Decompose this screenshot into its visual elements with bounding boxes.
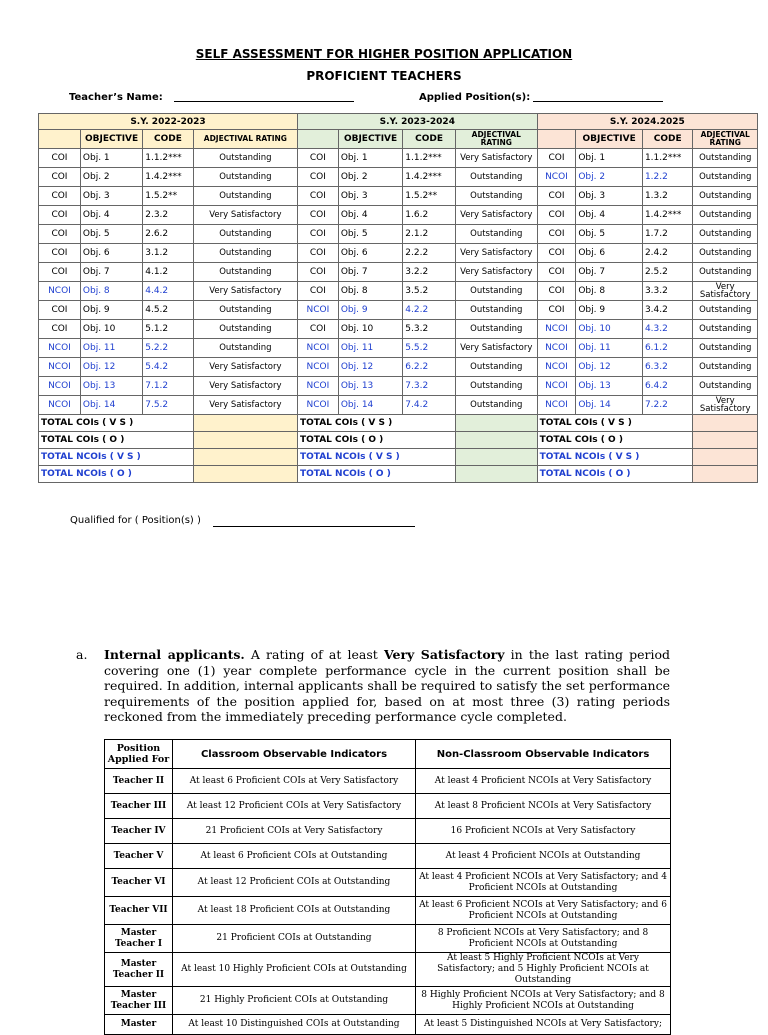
total-label: TOTAL COIs ( O ) [39,432,194,449]
rating-cell: Outstanding [455,358,537,377]
table-row [39,149,758,168]
year-header-row [39,114,758,130]
rating-header: ADJECTIVAL RATING [193,130,297,149]
school-year-header: S.Y. 2022-2023 [39,114,298,130]
objective-cell: Obj. 10 [576,320,643,339]
code-cell: 1.1.2*** [403,149,456,168]
rating-cell: Outstanding [193,244,297,263]
table-row [39,282,758,301]
rating-cell: Outstanding [693,225,758,244]
indicator-type: COI [297,320,338,339]
rating-cell: Outstanding [693,339,758,358]
objective-cell: Obj. 2 [576,168,643,187]
total-label: TOTAL NCOIs ( V S ) [39,449,194,466]
objective-cell: Obj. 11 [338,339,402,358]
rating-cell: Outstanding [193,187,297,206]
indicator-type: NCOI [537,339,576,358]
code-header: CODE [403,130,456,149]
indicator-type: COI [537,206,576,225]
indicator-type: NCOI [39,282,81,301]
rating-cell: Outstanding [455,168,537,187]
code-cell: 2.4.2 [642,244,693,263]
total-label: TOTAL NCOIs ( O ) [297,466,455,483]
total-value-field[interactable] [193,432,297,449]
coi-requirement: 21 Proficient COIs at Very Satisfactory [173,819,416,844]
teacher-name-field[interactable] [174,92,354,102]
position-cell: Teacher V [105,844,173,869]
table-row [39,301,758,320]
position-cell: Teacher III [105,794,173,819]
indicator-type: NCOI [537,396,576,415]
objective-cell: Obj. 14 [576,396,643,415]
rating-cell: Outstanding [693,168,758,187]
rating-cell: Very Satisfactory [693,396,758,415]
coi-header: Classroom Observable Indicators [173,740,416,769]
total-label: TOTAL COIs ( O ) [537,432,693,449]
objective-cell: Obj. 5 [576,225,643,244]
school-year-header: S.Y. 2023-2024 [297,114,537,130]
position-cell: Master Teacher II [105,953,173,987]
objective-cell: Obj. 13 [576,377,643,396]
objective-cell: Obj. 12 [576,358,643,377]
rating-cell: Outstanding [693,301,758,320]
coi-requirement: At least 12 Proficient COIs at Very Satisfactory [173,794,416,819]
table-row [105,953,671,987]
total-value-field[interactable] [693,449,758,466]
rating-cell: Outstanding [693,377,758,396]
code-cell: 6.3.2 [642,358,693,377]
paragraph-text-2: in the last rating period covering one (1) year complete performance cycle in the current position shall be required. In addition, internal applicants shall be required to satisfy the set performance requirements of the position applied for, based on at most three (3) rating periods reckoned from the immediately preceding performance cycle completed. [104,647,670,725]
objective-cell: Obj. 3 [338,187,402,206]
code-cell: 3.4.2 [642,301,693,320]
code-cell: 5.5.2 [403,339,456,358]
indicator-type: COI [537,187,576,206]
objective-header: OBJECTIVE [338,130,402,149]
ncoi-requirement: At least 5 Highly Proficient NCOIs at Very Satisfactory; and 5 Highly Proficient NCOIs at Outstanding [416,953,671,987]
totals-row [39,415,758,432]
objective-cell: Obj. 12 [80,358,142,377]
coi-requirement: At least 10 Distinguished COIs at Outstanding [173,1015,416,1035]
code-cell: 7.1.2 [143,377,194,396]
total-value-field[interactable] [455,432,537,449]
list-marker: a. [76,647,88,662]
objective-cell: Obj. 4 [338,206,402,225]
indicator-type: NCOI [39,339,81,358]
code-cell: 1.5.2** [143,187,194,206]
self-assessment-table [38,113,758,483]
ncoi-header: Non-Classroom Observable Indicators [416,740,671,769]
code-cell: 1.3.2 [642,187,693,206]
objective-cell: Obj. 6 [576,244,643,263]
total-value-field[interactable] [193,466,297,483]
indicator-type: NCOI [537,358,576,377]
indicator-type: COI [537,301,576,320]
coi-requirement: At least 12 Proficient COIs at Outstanding [173,869,416,897]
totals-row [39,466,758,483]
code-cell: 1.6.2 [403,206,456,225]
position-cell: Teacher VI [105,869,173,897]
code-cell: 1.4.2*** [143,168,194,187]
rating-cell: Very Satisfactory [455,339,537,358]
indicator-type: NCOI [39,377,81,396]
code-cell: 4.2.2 [403,301,456,320]
objective-cell: Obj. 10 [80,320,142,339]
indicator-type: NCOI [297,339,338,358]
position-cell: Master Teacher I [105,925,173,953]
rating-cell: Very Satisfactory [455,149,537,168]
rating-cell: Very Satisfactory [193,282,297,301]
objective-cell: Obj. 7 [80,263,142,282]
objective-cell: Obj. 2 [338,168,402,187]
code-header: CODE [642,130,693,149]
indicator-type: NCOI [297,301,338,320]
table-row [105,819,671,844]
code-cell: 1.4.2*** [642,206,693,225]
coi-requirement: At least 10 Highly Proficient COIs at Outstanding [173,953,416,987]
code-cell: 2.2.2 [403,244,456,263]
ncoi-requirement: 8 Proficient NCOIs at Very Satisfactory; and 8 Proficient NCOIs at Outstanding [416,925,671,953]
objective-cell: Obj. 9 [576,301,643,320]
code-cell: 6.4.2 [642,377,693,396]
rating-header: ADJECTIVAL RATING [693,130,758,149]
page-title: SELF ASSESSMENT FOR HIGHER POSITION APPLICATION [195,47,573,61]
internal-applicants-paragraph [104,647,670,725]
rating-cell: Outstanding [193,320,297,339]
table-row [39,225,758,244]
indicator-type: COI [39,263,81,282]
rating-cell: Outstanding [693,263,758,282]
code-cell: 3.3.2 [642,282,693,301]
total-value-field[interactable] [193,415,297,432]
indicator-type: NCOI [537,320,576,339]
indicator-type: COI [297,225,338,244]
rating-cell: Outstanding [693,149,758,168]
rating-cell: Outstanding [693,206,758,225]
code-cell: 1.7.2 [642,225,693,244]
objective-cell: Obj. 7 [338,263,402,282]
rating-cell: Outstanding [455,396,537,415]
objective-cell: Obj. 2 [80,168,142,187]
code-cell: 7.3.2 [403,377,456,396]
indicator-type: COI [297,206,338,225]
objective-cell: Obj. 1 [576,149,643,168]
table-row [105,869,671,897]
code-cell: 1.1.2*** [642,149,693,168]
rating-cell: Outstanding [455,301,537,320]
indicator-type: COI [39,320,81,339]
ncoi-requirement: At least 4 Proficient NCOIs at Very Satisfactory [416,769,671,794]
rating-header: ADJECTIVAL RATING [455,130,537,149]
total-value-field[interactable] [455,449,537,466]
rating-cell: Outstanding [455,225,537,244]
code-cell: 6.2.2 [403,358,456,377]
table-row [39,320,758,339]
indicator-type: NCOI [537,168,576,187]
code-cell: 1.1.2*** [143,149,194,168]
paragraph-lead: Internal applicants. [104,647,245,662]
indicator-type: COI [537,225,576,244]
objective-cell: Obj. 8 [576,282,643,301]
indicator-type: COI [297,244,338,263]
objective-cell: Obj. 1 [338,149,402,168]
ncoi-requirement: At least 4 Proficient NCOIs at Outstanding [416,844,671,869]
column-header-row [39,130,758,149]
ncoi-requirement: 16 Proficient NCOIs at Very Satisfactory [416,819,671,844]
position-cell: Teacher VII [105,897,173,925]
code-cell: 1.2.2 [642,168,693,187]
teacher-name-label: Teacher’s Name: [69,92,163,103]
rating-cell: Outstanding [455,377,537,396]
indicator-type-header [39,130,81,149]
position-cell: Teacher II [105,769,173,794]
total-value-field[interactable] [693,432,758,449]
indicator-type: COI [39,187,81,206]
total-value-field[interactable] [693,415,758,432]
rating-cell: Outstanding [693,244,758,263]
rating-cell: Outstanding [193,263,297,282]
rating-cell: Outstanding [193,225,297,244]
indicator-type: COI [39,168,81,187]
rating-cell: Outstanding [455,187,537,206]
code-cell: 7.4.2 [403,396,456,415]
school-year-header: S.Y. 2024.2025 [537,114,757,130]
objective-cell: Obj. 5 [80,225,142,244]
qualified-for-field[interactable] [213,515,415,527]
totals-row [39,449,758,466]
total-value-field[interactable] [455,466,537,483]
objective-header: OBJECTIVE [576,130,643,149]
code-cell: 3.1.2 [143,244,194,263]
objective-cell: Obj. 10 [338,320,402,339]
indicator-type: NCOI [297,358,338,377]
requirements-table [104,739,671,1035]
indicator-type: COI [39,301,81,320]
table-row [105,794,671,819]
indicator-type: COI [297,187,338,206]
ncoi-requirement: At least 5 Distinguished NCOIs at Very Satisfactory; [416,1015,671,1035]
table-row [105,769,671,794]
qualified-for-label: Qualified for ( Position(s) ) [70,515,201,526]
code-cell: 7.5.2 [143,396,194,415]
objective-cell: Obj. 9 [80,301,142,320]
rating-cell: Outstanding [193,149,297,168]
objective-cell: Obj. 12 [338,358,402,377]
code-cell: 4.5.2 [143,301,194,320]
code-cell: 5.1.2 [143,320,194,339]
total-value-field[interactable] [193,449,297,466]
rating-cell: Outstanding [193,168,297,187]
indicator-type: COI [39,149,81,168]
indicator-type: NCOI [297,396,338,415]
table-row [39,358,758,377]
table-row [39,168,758,187]
total-label: TOTAL COIs ( V S ) [297,415,455,432]
position-header: Position Applied For [105,740,173,769]
total-label: TOTAL NCOIs ( V S ) [537,449,693,466]
position-cell: Teacher IV [105,819,173,844]
indicator-type: COI [39,244,81,263]
objective-cell: Obj. 11 [80,339,142,358]
rating-cell: Outstanding [693,358,758,377]
code-cell: 5.4.2 [143,358,194,377]
objective-cell: Obj. 3 [80,187,142,206]
position-cell: Master Teacher III [105,987,173,1015]
objective-cell: Obj. 11 [576,339,643,358]
total-label: TOTAL NCOIs ( V S ) [297,449,455,466]
coi-requirement: At least 6 Proficient COIs at Outstanding [173,844,416,869]
coi-requirement: At least 6 Proficient COIs at Very Satisfactory [173,769,416,794]
total-label: TOTAL NCOIs ( O ) [537,466,693,483]
table-row [39,206,758,225]
objective-header: OBJECTIVE [80,130,142,149]
ncoi-requirement: At least 4 Proficient NCOIs at Very Satisfactory; and 4 Proficient NCOIs at Outstanding [416,869,671,897]
code-cell: 4.1.2 [143,263,194,282]
rating-cell: Outstanding [455,320,537,339]
coi-requirement: 21 Highly Proficient COIs at Outstanding [173,987,416,1015]
indicator-type: NCOI [537,377,576,396]
objective-cell: Obj. 13 [338,377,402,396]
objective-cell: Obj. 6 [80,244,142,263]
rating-cell: Outstanding [193,301,297,320]
rating-cell: Very Satisfactory [193,396,297,415]
ncoi-requirement: At least 6 Proficient NCOIs at Very Satisfactory; and 6 Proficient NCOIs at Outstanding [416,897,671,925]
rating-cell: Very Satisfactory [193,358,297,377]
total-label: TOTAL NCOIs ( O ) [39,466,194,483]
code-header: CODE [143,130,194,149]
code-cell: 7.2.2 [642,396,693,415]
paragraph-text-1: A rating of at least [244,647,384,662]
table-row [39,377,758,396]
code-cell: 5.2.2 [143,339,194,358]
indicator-type: COI [297,149,338,168]
objective-cell: Obj. 4 [80,206,142,225]
code-cell: 2.5.2 [642,263,693,282]
indicator-type: COI [297,282,338,301]
objective-cell: Obj. 14 [338,396,402,415]
code-cell: 4.3.2 [642,320,693,339]
indicator-type: NCOI [297,377,338,396]
code-cell: 3.2.2 [403,263,456,282]
rating-cell: Very Satisfactory [193,377,297,396]
indicator-type: COI [537,263,576,282]
objective-cell: Obj. 8 [80,282,142,301]
indicator-type: COI [537,244,576,263]
objective-cell: Obj. 1 [80,149,142,168]
indicator-type-header [537,130,576,149]
code-cell: 2.6.2 [143,225,194,244]
table-row [105,1015,671,1035]
objective-cell: Obj. 6 [338,244,402,263]
code-cell: 2.3.2 [143,206,194,225]
code-cell: 4.4.2 [143,282,194,301]
indicator-type: COI [537,282,576,301]
code-cell: 5.3.2 [403,320,456,339]
table-row [39,339,758,358]
rating-cell: Very Satisfactory [693,282,758,301]
objective-cell: Obj. 5 [338,225,402,244]
ncoi-requirement: At least 8 Proficient NCOIs at Very Satisfactory [416,794,671,819]
code-cell: 2.1.2 [403,225,456,244]
objective-cell: Obj. 9 [338,301,402,320]
applied-position-label: Applied Position(s): [419,92,531,103]
indicator-type: COI [39,225,81,244]
requirements-header-row [105,740,671,769]
rating-cell: Very Satisfactory [455,244,537,263]
total-label: TOTAL COIs ( O ) [297,432,455,449]
code-cell: 3.5.2 [403,282,456,301]
table-row [39,263,758,282]
table-row [105,925,671,953]
table-row [105,844,671,869]
indicator-type: COI [39,206,81,225]
rating-cell: Outstanding [193,339,297,358]
position-cell: Master [105,1015,173,1035]
rating-cell: Very Satisfactory [193,206,297,225]
indicator-type: NCOI [39,358,81,377]
rating-cell: Outstanding [455,282,537,301]
page-subtitle: PROFICIENT TEACHERS [306,69,462,83]
code-cell: 1.4.2*** [403,168,456,187]
objective-cell: Obj. 7 [576,263,643,282]
objective-cell: Obj. 14 [80,396,142,415]
paragraph-bold: Very Satisfactory [383,647,505,662]
table-row [39,187,758,206]
total-label: TOTAL COIs ( V S ) [39,415,194,432]
objective-cell: Obj. 4 [576,206,643,225]
indicator-type: COI [537,149,576,168]
rating-cell: Very Satisfactory [455,206,537,225]
table-row [39,396,758,415]
applied-position-field[interactable] [533,92,663,102]
indicator-type: COI [297,263,338,282]
coi-requirement: At least 18 Proficient COIs at Outstanding [173,897,416,925]
coi-requirement: 21 Proficient COIs at Outstanding [173,925,416,953]
total-value-field[interactable] [693,466,758,483]
rating-cell: Outstanding [693,320,758,339]
objective-cell: Obj. 8 [338,282,402,301]
code-cell: 6.1.2 [642,339,693,358]
code-cell: 1.5.2** [403,187,456,206]
total-label: TOTAL COIs ( V S ) [537,415,693,432]
table-row [39,244,758,263]
indicator-type: COI [297,168,338,187]
ncoi-requirement: 8 Highly Proficient NCOIs at Very Satisfactory; and 8 Highly Proficient NCOIs at Outstanding [416,987,671,1015]
total-value-field[interactable] [455,415,537,432]
table-row [105,987,671,1015]
indicator-type: NCOI [39,396,81,415]
objective-cell: Obj. 13 [80,377,142,396]
objective-cell: Obj. 3 [576,187,643,206]
table-row [105,897,671,925]
totals-row [39,432,758,449]
rating-cell: Very Satisfactory [455,263,537,282]
indicator-type-header [297,130,338,149]
rating-cell: Outstanding [693,187,758,206]
